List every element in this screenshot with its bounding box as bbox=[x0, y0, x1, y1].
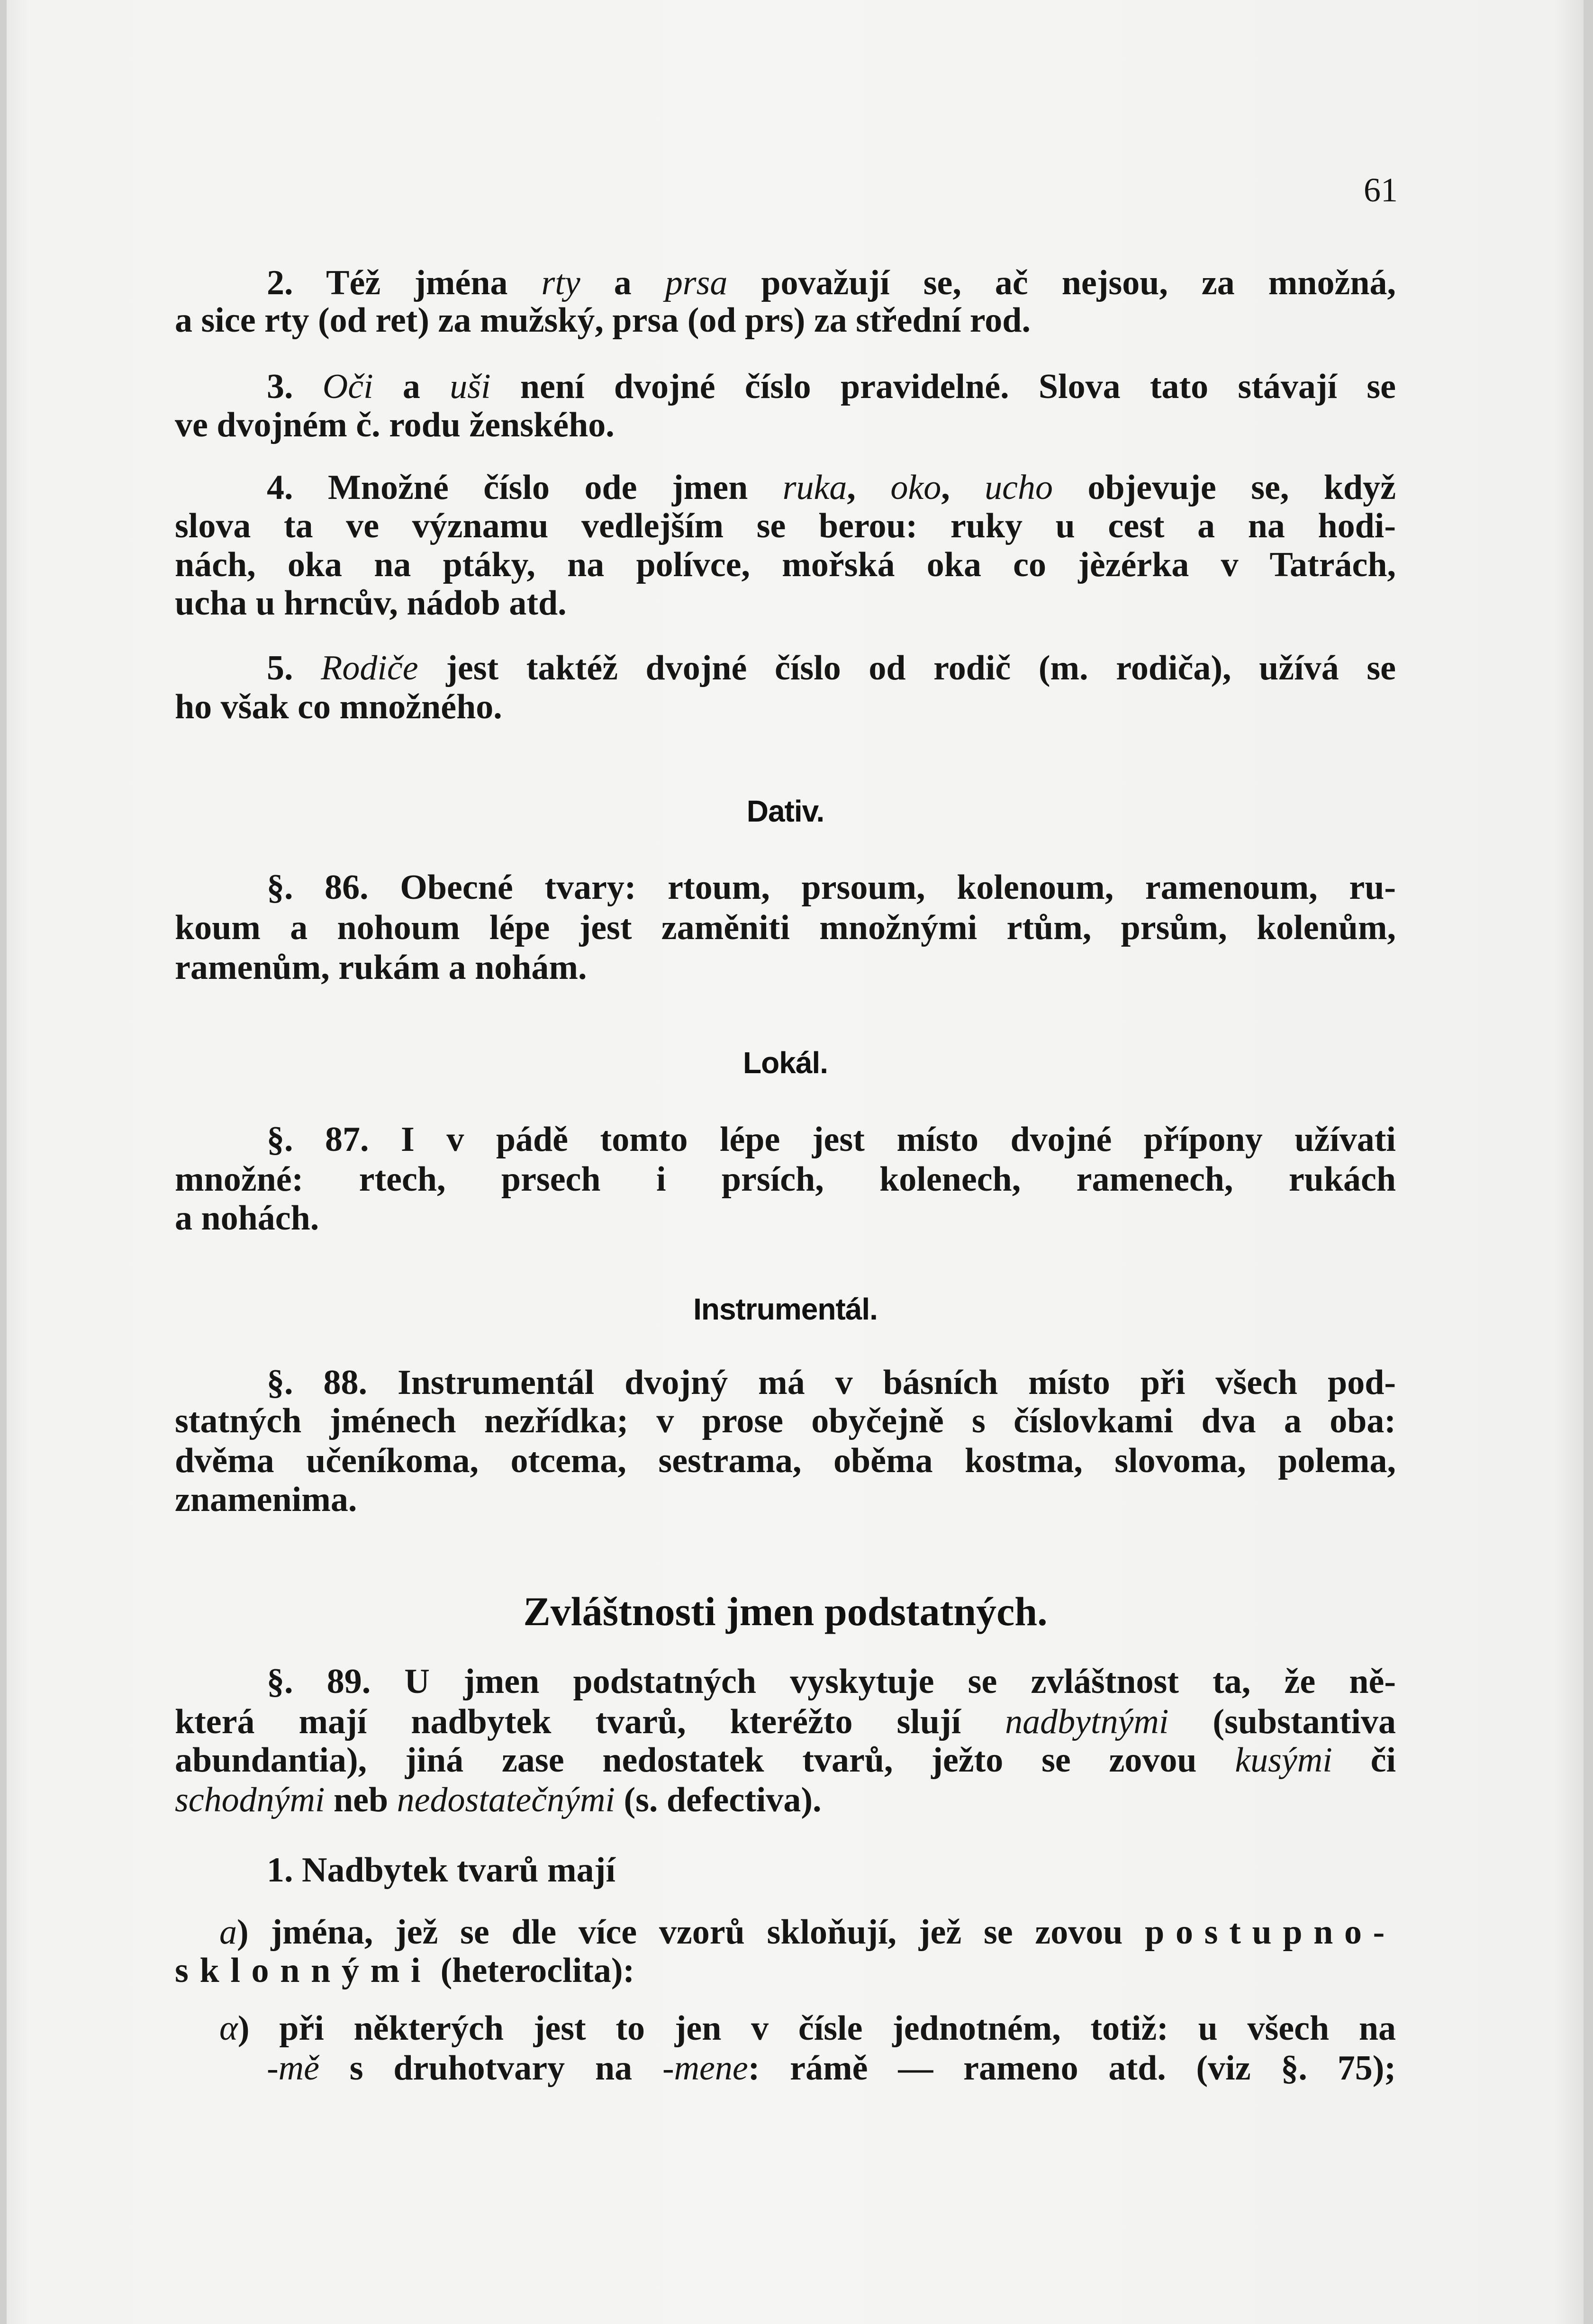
text-line bbox=[175, 405, 615, 445]
text-run: ho však co množného. bbox=[175, 687, 502, 726]
text-run: 1. Nadbytek tvarů mají bbox=[267, 1851, 615, 1890]
text-line bbox=[175, 908, 1396, 948]
italic-term: kusými bbox=[1235, 1741, 1332, 1780]
italic-term: Rodiče bbox=[321, 649, 418, 687]
text-line bbox=[267, 648, 1396, 688]
text-run: není dvojné číslo pravidelné. Slova tato stávají se bbox=[490, 367, 1396, 406]
italic-term: -mě bbox=[267, 2049, 319, 2088]
text-line bbox=[175, 583, 567, 624]
text-line bbox=[267, 468, 1396, 508]
italic-term: α bbox=[219, 2009, 238, 2048]
section-heading: Instrumentál. bbox=[693, 1292, 878, 1326]
text-run: a sice rty (od ret) za mužský, prsa (od prs) za střední rod. bbox=[175, 301, 1031, 340]
text-run: která mají nadbytek tvarů, kteréžto slují bbox=[175, 1702, 1005, 1741]
text-run: §. 86. Obecné tvary: rtoum, prsoum, kolenoum, ramenoum, ru- bbox=[267, 868, 1396, 907]
spaced-term: postupno- bbox=[1145, 1913, 1396, 1952]
text-line bbox=[267, 263, 1396, 303]
text-line bbox=[175, 300, 1031, 341]
text-run: považují se, ač nejsou, za množná, bbox=[727, 263, 1396, 302]
text-line bbox=[267, 868, 1396, 908]
text-run: a bbox=[580, 263, 665, 302]
text-run: jest taktéž dvojné číslo od rodič (m. rodiča), užívá se bbox=[418, 649, 1396, 687]
text-run: ) jména, jež se dle více vzorů skloňují, jež se zovou bbox=[237, 1913, 1145, 1952]
scan-right-edge bbox=[1584, 0, 1593, 2324]
page-number: 61 bbox=[1364, 171, 1398, 209]
text-run: (s. defectiva). bbox=[615, 1781, 822, 1819]
text-line bbox=[175, 1780, 822, 1820]
text-run: 3. bbox=[267, 367, 323, 406]
text-run: , bbox=[941, 468, 985, 507]
text-line bbox=[175, 687, 502, 727]
spaced-term: sklonnými bbox=[175, 1951, 432, 1990]
text-run: : rámě — rameno atd. (viz §. 75); bbox=[748, 2049, 1396, 2088]
text-run: 2. Též jména bbox=[267, 263, 542, 302]
italic-term: ucho bbox=[985, 468, 1053, 507]
text-line bbox=[219, 2008, 1396, 2049]
text-line bbox=[175, 1740, 1396, 1781]
scan-left-edge bbox=[0, 0, 7, 2324]
text-line bbox=[175, 1702, 1396, 1742]
italic-term: nedostatečnými bbox=[397, 1781, 615, 1819]
italic-term: a bbox=[219, 1913, 237, 1952]
italic-term: schodnými bbox=[175, 1781, 325, 1819]
text-line bbox=[267, 1850, 615, 1890]
text-line bbox=[175, 506, 1396, 546]
text-run: abundantia), jiná zase nedostatek tvarů, ježto se zovou bbox=[175, 1741, 1235, 1780]
text-line bbox=[175, 1198, 319, 1239]
text-run: množné: rtech, prsech i prsích, kolenech, ramenech, rukách bbox=[175, 1160, 1396, 1199]
text-run: ramenům, rukám a nohám. bbox=[175, 948, 587, 987]
text-run: statných jménech nezřídka; v prose obyčejně s číslovkami dva a oba: bbox=[175, 1402, 1396, 1440]
section-heading: Dativ. bbox=[746, 794, 824, 828]
text-run: ucha u hrncův, nádob atd. bbox=[175, 584, 567, 623]
italic-term: ruka bbox=[782, 468, 847, 507]
text-run: 4. Množné číslo ode jmen bbox=[267, 468, 783, 507]
text-run: , bbox=[847, 468, 891, 507]
text-run: ve dvojném č. rodu ženského. bbox=[175, 406, 615, 444]
text-run: a bbox=[373, 367, 450, 406]
text-run: §. 89. U jmen podstatných vyskytuje se zvláštnost ta, že ně- bbox=[267, 1662, 1396, 1701]
text-line bbox=[267, 367, 1396, 407]
italic-term: rty bbox=[541, 263, 580, 302]
text-run: s druhotvary na bbox=[319, 2049, 662, 2088]
chapter-heading: Zvláštnosti jmen podstatných. bbox=[523, 1589, 1048, 1634]
italic-term: oko bbox=[890, 468, 941, 507]
text-line bbox=[175, 1480, 357, 1520]
text-line bbox=[219, 1912, 1396, 1953]
text-line bbox=[175, 1951, 634, 1991]
text-run: ) při některých jest to jen v čísle jednotném, totiž: u všech na bbox=[237, 2009, 1396, 2048]
text-line bbox=[175, 545, 1396, 585]
text-line bbox=[267, 1363, 1396, 1403]
italic-term: prsa bbox=[665, 263, 728, 302]
text-line bbox=[175, 1159, 1396, 1200]
text-line bbox=[267, 1662, 1396, 1702]
italic-term: uši bbox=[450, 367, 491, 406]
text-run: 5. bbox=[267, 649, 321, 687]
italic-term: nadbytnými bbox=[1005, 1702, 1169, 1741]
text-run: nách, oka na ptáky, na polívce, mořská oka co jèzérka v Tatrách, bbox=[175, 545, 1396, 584]
text-line bbox=[267, 2048, 1396, 2089]
text-run: koum a nohoum lépe jest zaměniti množnými rtům, prsům, kolenům, bbox=[175, 908, 1396, 947]
text-run: §. 87. I v pádě tomto lépe jest místo dvojné přípony užívati bbox=[267, 1120, 1396, 1159]
text-run: a nohách. bbox=[175, 1199, 319, 1238]
text-run: (substantiva bbox=[1168, 1702, 1396, 1741]
text-run: znamenima. bbox=[175, 1480, 357, 1519]
text-run: neb bbox=[325, 1781, 397, 1819]
text-line bbox=[175, 1401, 1396, 1441]
text-run: (heteroclita): bbox=[432, 1951, 635, 1990]
text-line bbox=[267, 1120, 1396, 1160]
italic-term: Oči bbox=[322, 367, 373, 406]
text-line bbox=[175, 948, 587, 988]
italic-term: -mene bbox=[662, 2049, 748, 2088]
text-line bbox=[175, 1441, 1396, 1481]
text-run: dvěma učeníkoma, otcema, sestrama, oběma kostma, slovoma, polema, bbox=[175, 1441, 1396, 1480]
text-run: slova ta ve významu vedlejším se berou: ruky u cest a na hodi- bbox=[175, 506, 1396, 545]
section-heading: Lokál. bbox=[743, 1046, 828, 1080]
text-run: či bbox=[1332, 1741, 1396, 1780]
text-run: §. 88. Instrumentál dvojný má v básních místo při všech pod- bbox=[267, 1363, 1396, 1402]
text-run: objevuje se, když bbox=[1053, 468, 1396, 507]
